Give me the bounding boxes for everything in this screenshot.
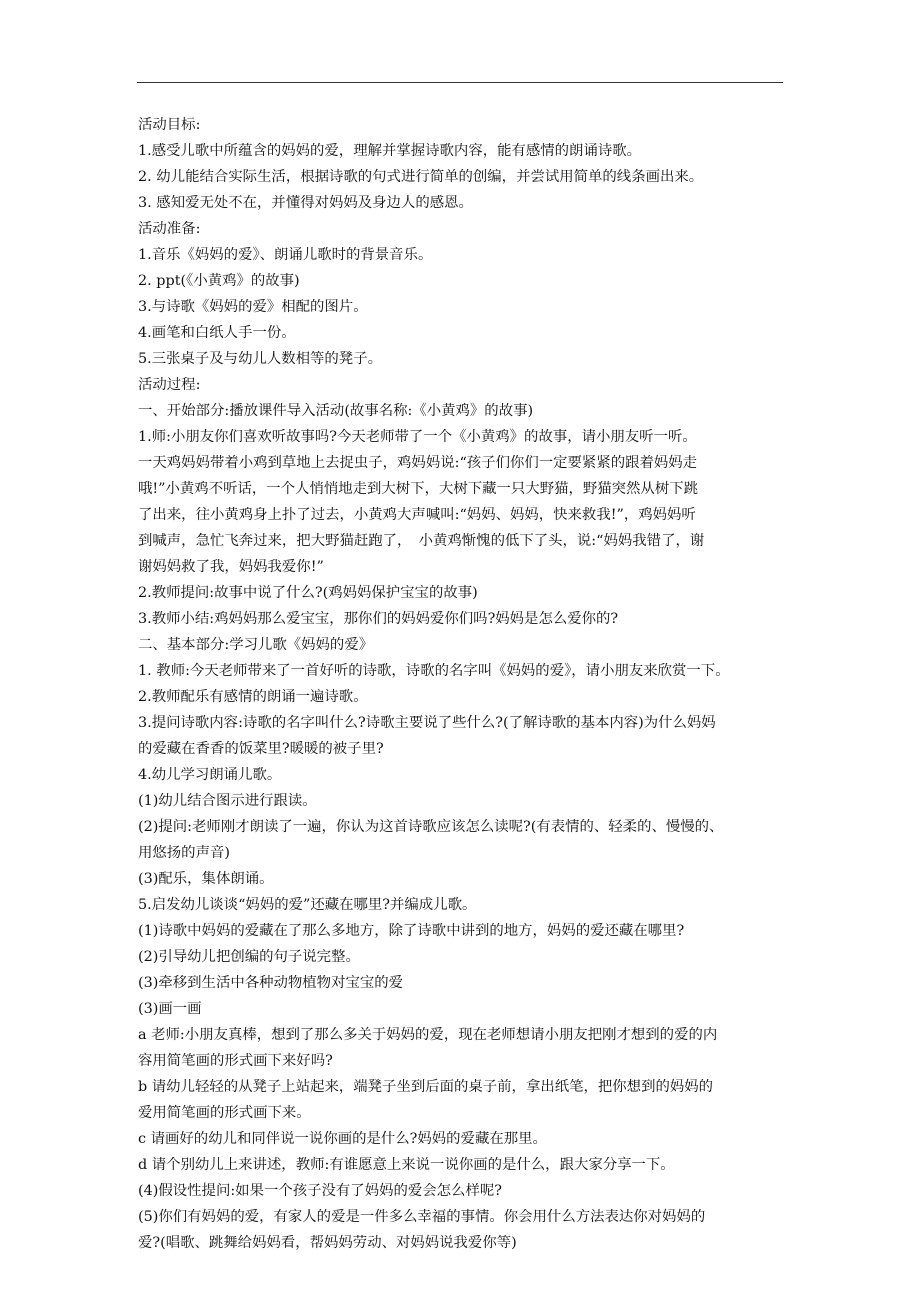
text-line: 用悠扬的声音) <box>138 845 230 861</box>
text-line: (1)幼儿结合图示进行跟读。 <box>138 793 317 809</box>
text-line: 二、基本部分:学习儿歌《妈妈的爱》 <box>138 637 374 653</box>
text-line: 活动准备: <box>138 221 201 237</box>
text-line: 4.幼儿学习朗诵儿歌。 <box>138 767 282 783</box>
text-line: 爱?(唱歌、跳舞给妈妈看，帮妈妈劳动、对妈妈说我爱你等) <box>138 1235 517 1251</box>
text-line: 活动过程: <box>138 377 201 393</box>
text-line: 5.启发幼儿谈谈“妈妈的爱”还藏在哪里?并编成儿歌。 <box>138 897 477 913</box>
text-line: 5.三张桌子及与幼儿人数相等的凳子。 <box>138 351 382 367</box>
text-line: 2.教师配乐有感情的朗诵一遍诗歌。 <box>138 689 368 705</box>
text-line: 1.感受儿歌中所蕴含的妈妈的爱，理解并掌握诗歌内容，能有感情的朗诵诗歌。 <box>138 143 642 159</box>
text-line: (2)引导幼儿把创编的句子说完整。 <box>138 949 360 965</box>
text-line: 到喊声，急忙飞奔过来，把大野猫赶跑了， 小黄鸡惭愧的低下了头，说:“妈妈我错了，谢 <box>138 533 705 549</box>
text-line: 3.与诗歌《妈妈的爱》相配的图片。 <box>138 299 368 315</box>
document-body <box>138 112 788 1256</box>
text-line: (3)牵移到生活中各种动物植物对宝宝的爱 <box>138 975 404 991</box>
header-rule <box>137 82 783 83</box>
text-line: b 请幼儿轻轻的从凳子上站起来，端凳子坐到后面的桌子前，拿出纸笔，把你想到的妈妈的 <box>138 1079 714 1095</box>
text-line: (2)提问:老师刚才朗读了一遍，你认为这首诗歌应该怎么读呢?(有表情的、轻柔的、慢慢的、 <box>138 819 724 835</box>
text-line: 3. 感知爱无处不在，并懂得对妈妈及身边人的感恩。 <box>138 195 473 211</box>
text-line: 的爱藏在香香的饭菜里?暖暖的被子里? <box>138 741 384 757</box>
text-line: 3.教师小结:鸡妈妈那么爱宝宝，那你们的妈妈爱你们吗?妈妈是怎么爱你的? <box>138 611 619 627</box>
text-line: (4)假设性提问:如果一个孩子没有了妈妈的爱会怎么样呢? <box>138 1183 502 1199</box>
text-line: a 老师:小朋友真棒，想到了那么多关于妈妈的爱，现在老师想请小朋友把刚才想到的爱的内 <box>138 1027 718 1043</box>
text-line: 一、开始部分:播放课件导入活动(故事名称:《小黄鸡》的故事) <box>138 403 534 419</box>
text-line: 4.画笔和白纸人手一份。 <box>138 325 296 341</box>
text-line: 1. 教师:今天老师带来了一首好听的诗歌，诗歌的名字叫《妈妈的爱》，请小朋友来欣赏一下。 <box>138 663 730 679</box>
text-line: (1)诗歌中妈妈的爱藏在了那么多地方，除了诗歌中讲到的地方，妈妈的爱还藏在哪里? <box>138 923 685 939</box>
text-line: (5)你们有妈妈的爱，有家人的爱是一件多么幸福的事情。你会用什么方法表达你对妈妈的 <box>138 1209 706 1225</box>
text-line: 2. 幼儿能结合实际生活，根据诗歌的句式进行简单的创编，并尝试用简单的线条画出来。 <box>138 169 704 185</box>
text-line: 2.教师提问:故事中说了什么?(鸡妈妈保护宝宝的故事) <box>138 585 478 601</box>
text-line: (3)画一画 <box>138 1001 202 1017</box>
text-line: 爱用简笔画的形式画下来。 <box>138 1105 311 1121</box>
text-line: (3)配乐，集体朗诵。 <box>138 871 274 887</box>
text-line: 活动目标: <box>138 117 201 133</box>
text-line: 哦!”小黄鸡不听话，一个人悄悄地走到大树下，大树下藏一只大野猫，野猫突然从树下跳 <box>138 481 698 497</box>
text-line: 3.提问诗歌内容:诗歌的名字叫什么?诗歌主要说了些什么?(了解诗歌的基本内容)为什么妈妈 <box>138 715 716 731</box>
text-line: 2. ppt(《小黄鸡》的故事) <box>138 273 300 289</box>
text-line: 一天鸡妈妈带着小鸡到草地上去捉虫子，鸡妈妈说:“孩子们你们一定要紧紧的跟着妈妈走 <box>138 455 698 471</box>
text-line: d 请个别幼儿上来讲述，教师:有谁愿意上来说一说你画的是什么，跟大家分享一下。 <box>138 1157 675 1173</box>
text-line: c 请画好的幼儿和同伴说一说你画的是什么?妈妈的爱藏在那里。 <box>138 1131 547 1147</box>
text-line: 1.师:小朋友你们喜欢听故事吗?今天老师带了一个《小黄鸡》的故事，请小朋友听一听。 <box>138 429 697 445</box>
text-line: 谢妈妈救了我，妈妈我爱你!” <box>138 559 324 575</box>
text-line: 了出来，往小黄鸡身上扑了过去，小黄鸡大声喊叫:“妈妈、妈妈，快来救我!”，鸡妈妈听 <box>138 507 696 523</box>
text-line: 容用简笔画的形式画下来好吗? <box>138 1053 333 1069</box>
text-line: 1.音乐《妈妈的爱》、朗诵儿歌时的背景音乐。 <box>138 247 433 263</box>
